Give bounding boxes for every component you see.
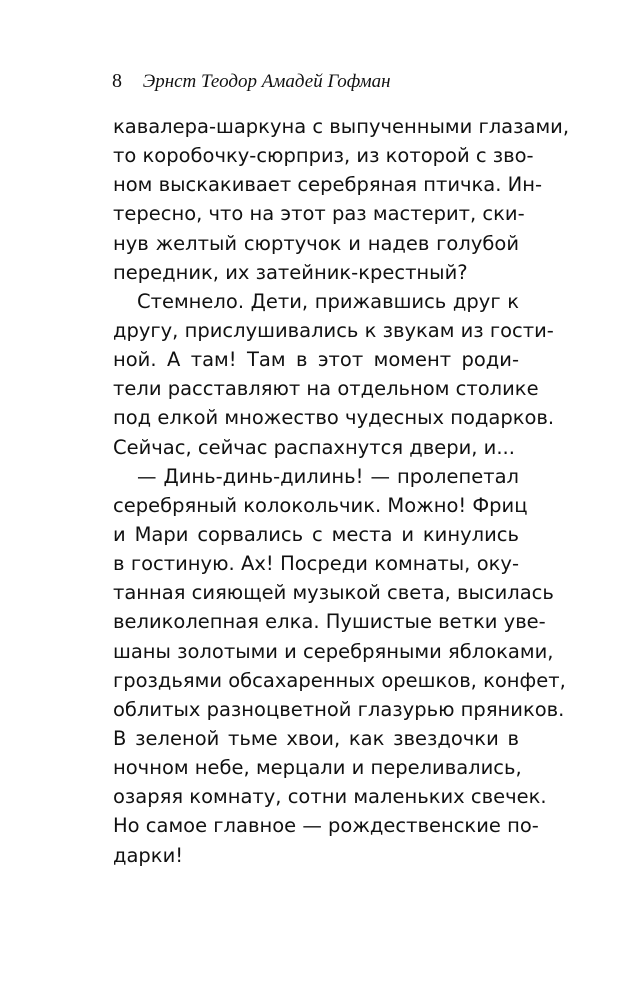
text-line: — Динь-динь-дилинь! — пролепетал (137, 464, 519, 488)
text-line: В зеленой тьме хвои, как звездочки в (113, 726, 519, 750)
text-line: шаны золотыми и серебряными яблоками, (113, 639, 554, 663)
text-line: другу, прислушивались к звукам из гости- (113, 318, 554, 342)
text-line: Сейчас, сейчас распахнутся двери, и... (113, 435, 515, 459)
text-line: Но самое главное — рождественские по- (113, 814, 539, 838)
body-text (113, 112, 570, 870)
text-line: кавалера-шаркуна с выпученными глазами, (113, 115, 570, 138)
text-line: гроздьями обсахаренных орешков, конфет, (113, 668, 566, 692)
page-number: 8 (112, 70, 122, 92)
text-line: тели расставляют на отдельном столике (113, 377, 539, 401)
text-line: серебряный колокольчик. Можно! Фриц (113, 493, 528, 517)
text-line: ночном небе, мерцали и переливались, (113, 756, 522, 780)
running-head-author: Эрнст Теодор Амадей Гофман (142, 71, 391, 92)
text-line: передник, их затейник-крестный? (113, 260, 468, 284)
text-line: тересно, что на этот раз мастерит, ски- (113, 202, 525, 226)
running-head (112, 70, 532, 100)
text-line: облитых разноцветной глазурью пряников. (113, 697, 565, 721)
text-line: в гостиную. Ах! Посреди комнаты, оку- (113, 552, 519, 576)
text-line: озаряя комнату, сотни маленьких свечек. (113, 785, 547, 809)
text-line: Стемнело. Дети, прижавшись друг к (137, 289, 519, 313)
text-line: и Мари сорвались с места и кинулись (113, 522, 519, 546)
text-line: танная сияющей музыкой света, высилась (113, 581, 554, 605)
text-line: под елкой множество чудесных подарков. (113, 406, 555, 430)
text-line: великолепная елка. Пушистые ветки уве- (113, 610, 546, 634)
text-line: нув желтый сюртучок и надев голубой (113, 231, 519, 255)
text-line: ном выскакивает серебряная птичка. Ин- (113, 173, 543, 197)
text-line: ной. А там! Там в этот момент роди- (113, 348, 519, 372)
text-line: дарки! (113, 843, 184, 867)
text-line: то коробочку-сюрприз, из которой с зво- (113, 144, 534, 168)
